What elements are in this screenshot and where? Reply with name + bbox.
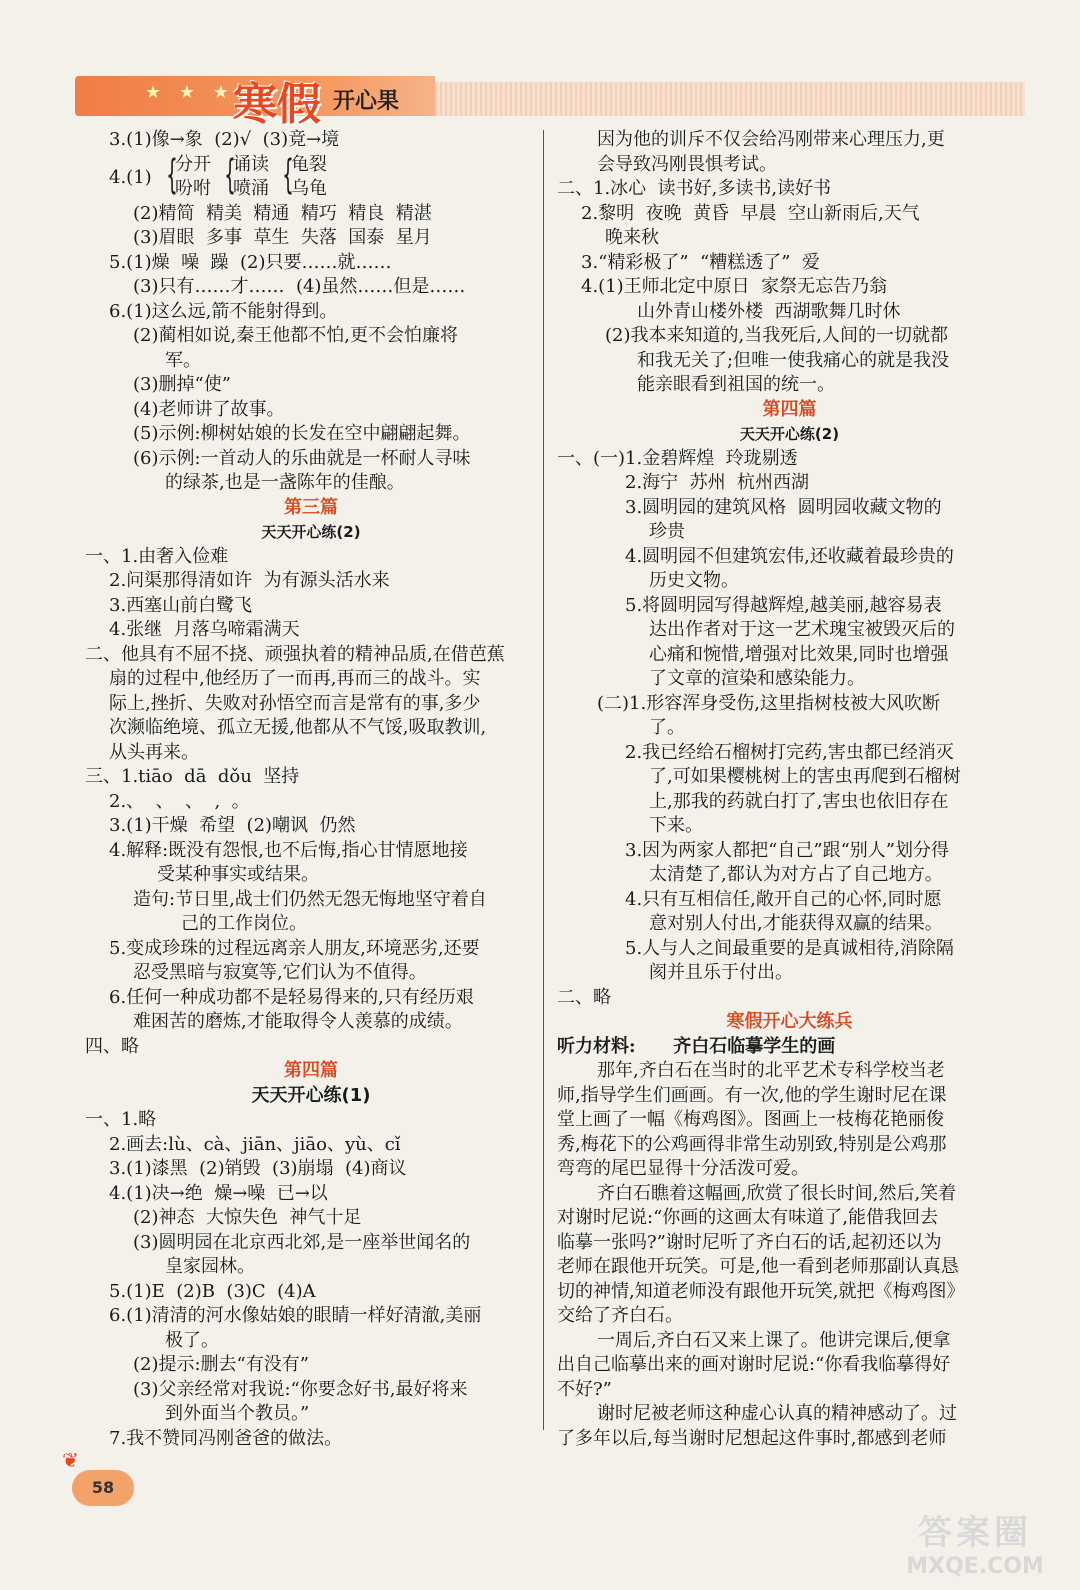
answer-line: 意对别人付出,才能获得双赢的结果。 — [649, 913, 943, 934]
answer-line: 达出作者对于这一艺术瑰宝被毁灭后的 — [649, 619, 955, 640]
answer-line: (2)精简 精美 精通 精巧 精良 精湛 — [133, 202, 432, 224]
answer-line: 际上,挫折、失败对孙悟空而言是常有的事,多少 — [109, 692, 481, 714]
brace-group — [221, 153, 269, 202]
answer-line: 一、1.由奢入俭难 — [85, 545, 229, 567]
answer-line: 堂上画了一幅《梅鸡图》。图画上一枝梅花艳丽俊 — [557, 1109, 944, 1130]
answer-line: 历史文物。 — [649, 570, 739, 591]
answer-line: 山外青山楼外楼 西湖歌舞几时休 — [637, 300, 901, 322]
brace-word: 乌龟 — [291, 178, 327, 199]
answer-line: 会导致冯刚畏惧考试。 — [597, 153, 777, 175]
answer-line: 3.(1)像→象 (2)√ (3)竟→境 — [109, 129, 340, 150]
answer-line: (2)神态 大惊失色 神气十足 — [133, 1207, 362, 1228]
answer-line: 不好?” — [557, 1378, 612, 1400]
answer-line: 一、1.略 — [85, 1109, 157, 1130]
answer-line: 师,指导学生们画画。有一次,他的学生谢时尼在课 — [557, 1084, 947, 1106]
answer-line: 3.“精彩极了” “糟糕透了” 爱 — [581, 251, 820, 273]
section-heading: 第四篇 — [284, 1060, 338, 1081]
brace-word: 诵读 — [233, 153, 269, 175]
brace-symbol: { — [166, 151, 178, 198]
answer-line: 到外面当个教员。” — [165, 1403, 310, 1424]
answer-line: 下来。 — [649, 815, 703, 836]
answer-line: 从头再来。 — [109, 741, 199, 763]
brace-group — [279, 153, 327, 202]
answer-line: 一周后,齐白石又来上课了。他讲完课后,便拿 — [597, 1329, 951, 1351]
answer-line: 2.问渠那得清如许 为有源头活水来 — [109, 570, 390, 591]
answer-line: 6.(1)清清的河水像姑娘的眼睛一样好清澈,美丽 — [109, 1305, 482, 1326]
answer-line: 6.任何一种成功都不是轻易得来的,只有经历艰 — [109, 986, 474, 1008]
answer-line: 5.变成珍珠的过程远离亲人朋友,环境恶劣,还要 — [109, 937, 480, 959]
watermark-logo: 答案圈 — [918, 1513, 1032, 1553]
answer-line: 皇家园林。 — [165, 1256, 255, 1277]
answer-line: 受某种事实或结果。 — [157, 864, 319, 885]
watermark — [880, 1505, 1070, 1585]
brace-word: 龟裂 — [291, 153, 327, 175]
answer-line: 己的工作岗位。 — [181, 913, 307, 934]
answer-line: 因为他的训斥不仅会给冯刚带来心理压力,更 — [597, 129, 945, 150]
answer-line: 一、(一)1.金碧辉煌 玲珑剔透 — [557, 447, 798, 469]
answer-line: (2)提示:删去“有没有” — [133, 1354, 309, 1375]
answer-line: 听力材料: 齐白石临摹学生的画 — [557, 1035, 836, 1057]
answer-line: (3)圆明园在北京西北郊,是一座举世闻名的 — [133, 1231, 471, 1253]
answer-line: 二、略 — [557, 986, 611, 1008]
answer-line: (3)只有……才…… (4)虽然……但是…… — [133, 276, 466, 297]
answer-line: 2.画去:lù、cà、jiān、jiāo、yù、cǐ — [109, 1133, 401, 1155]
answer-line: 太清楚了,都认为对方占了自己地方。 — [649, 864, 943, 885]
answer-line: 切的神情,知道老师没有跟他开玩笑,就把《梅鸡图》 — [557, 1280, 965, 1302]
answer-line: (二)1.形容浑身受伤,这里指树枝被大风吹断 — [597, 692, 940, 714]
answer-line: 了文章的渲染和感染能力。 — [649, 668, 865, 689]
answer-line: 忍受黑暗与寂寞等,它们认为不值得。 — [133, 962, 427, 983]
answer-line: 军。 — [165, 349, 201, 371]
column-divider — [543, 130, 544, 1430]
answer-line: (5)示例:柳树姑娘的长发在空中翩翩起舞。 — [133, 423, 471, 444]
star-icon: ★ ★ ★ — [145, 82, 235, 103]
answer-line: (3)删掉“使” — [133, 374, 231, 395]
answer-line: 极了。 — [165, 1329, 219, 1351]
answer-label: 4.(1) — [109, 166, 152, 188]
answer-line: 4.张继 月落乌啼霜满天 — [109, 619, 300, 640]
sprout-icon: ❦ — [62, 1448, 79, 1472]
left-column — [85, 128, 537, 1451]
header-banner — [75, 76, 1025, 130]
answer-line: (2)我本来知道的,当我死后,人间的一切就都 — [605, 325, 948, 346]
answer-line: 4.(1)决→绝 燥→噪 已→以 — [109, 1182, 328, 1204]
answer-line: 2.黎明 夜晚 黄昏 早晨 空山新雨后,天气 — [581, 202, 920, 224]
brace-word: 吩咐 — [175, 178, 211, 199]
answer-line: 了多年以后,每当谢时尼想起这件事时,都感到老师 — [557, 1427, 947, 1449]
answer-line: 3.圆明园的建筑风格 圆明园收藏文物的 — [625, 496, 942, 518]
answer-line: 2.海宁 苏州 杭州西湖 — [625, 472, 810, 493]
answer-line: 5.(1)燥 噪 躁 (2)只要……就…… — [109, 251, 392, 273]
subsection-heading: 天天开心练(2) — [261, 523, 361, 541]
answer-line: 了,可如果樱桃树上的害虫再爬到石榴树 — [649, 766, 961, 787]
watermark-url: MXQE.COM — [906, 1554, 1044, 1579]
answer-line: 二、1.冰心 读书好,多读书,读好书 — [557, 178, 832, 199]
answer-line: 对谢时尼说:“你画的这画太有味道了,能借我回去 — [557, 1207, 938, 1228]
answer-line: 临摹一张吗?”谢时尼听了齐白石的话,起初还以为 — [557, 1231, 942, 1253]
answer-line: (6)示例:一首动人的乐曲就是一杯耐人寻味 — [133, 447, 471, 469]
answer-line: 3.(1)干燥 希望 (2)嘲讽 仍然 — [109, 815, 356, 836]
answer-line: 的绿茶,也是一盏陈年的佳酿。 — [165, 472, 405, 493]
answer-line: 三、1.tiāo dā dǒu 坚持 — [85, 766, 300, 787]
right-column — [557, 128, 1022, 1451]
answer-line: 谢时尼被老师这种虚心认真的精神感动了。过 — [597, 1403, 957, 1424]
answer-line: 四、略 — [85, 1035, 139, 1057]
answer-line: 6.(1)这么远,箭不能射得到。 — [109, 300, 338, 322]
answer-line: 3.(1)漆黑 (2)销毁 (3)崩塌 (4)商议 — [109, 1158, 407, 1179]
answer-line: 5.(1)E (2)B (3)C (4)A — [109, 1280, 316, 1302]
answer-line: 难困苦的磨炼,才能取得令人羡慕的成绩。 — [133, 1011, 463, 1032]
answer-line: (3)父亲经常对我说:“你要念好书,最好将来 — [133, 1378, 468, 1400]
answer-line: 老师在跟他开玩笑。可是,他一看到老师那副认真恳 — [557, 1256, 959, 1277]
answer-line: 二、他具有不屈不挠、顽强执着的精神品质,在借芭蕉 — [85, 643, 505, 665]
answer-line: 3.西塞山前白鹭飞 — [109, 594, 253, 616]
answer-line: (2)蔺相如说,秦王他都不怕,更不会怕廉将 — [133, 325, 458, 346]
brace-answer — [85, 153, 537, 202]
answer-line: 弯弯的尾巴显得十分活泼可爱。 — [557, 1158, 809, 1179]
answer-line: 2.、 、 、 , 。 — [109, 790, 250, 812]
page-number: 58 — [72, 1470, 134, 1506]
answer-line: 4.(1)王师北定中原日 家祭无忘告乃翁 — [581, 276, 888, 297]
answer-line: 心痛和惋惜,增强对比效果,同时也增强 — [649, 643, 949, 665]
answer-line: (3)眉眼 多事 草生 失落 国泰 星月 — [133, 227, 432, 248]
answer-line: 5.将圆明园写得越辉煌,越美丽,越容易表 — [625, 594, 942, 616]
answer-line: 4.解释:既没有怨恨,也不后悔,指心甘情愿地接 — [109, 839, 468, 861]
answer-line: 出自己临摹出来的画对谢时尼说:“你看我临摹得好 — [557, 1354, 951, 1375]
section-heading: 第三篇 — [284, 496, 338, 518]
subsection-heading: 天天开心练(1) — [251, 1084, 371, 1106]
answer-line: (4)老师讲了故事。 — [133, 398, 285, 420]
answer-line: 秀,梅花下的公鸡画得非常生动别致,特别是公鸡那 — [557, 1133, 947, 1155]
subsection-heading: 天天开心练(2) — [739, 425, 840, 443]
answer-line: 能亲眼看到祖国的统一。 — [637, 374, 835, 395]
answer-line: 7.我不赞同冯刚爸爸的做法。 — [109, 1427, 343, 1449]
section-heading: 第四篇 — [762, 398, 817, 420]
answer-line: 了。 — [649, 717, 685, 738]
banner-stripe — [435, 82, 1025, 116]
brace-word: 喷涌 — [233, 178, 269, 199]
answer-line: 3.因为两家人都把“自己”跟“别人”划分得 — [625, 839, 949, 861]
answer-line: 造句:节日里,战士们仍然无怨无悔地坚守着自 — [133, 888, 487, 910]
answer-line: 晚来秋 — [605, 227, 659, 248]
answer-line: 交给了齐白石。 — [557, 1305, 683, 1326]
answer-line: 2.我已经给石榴树打完药,害虫都已经消灭 — [625, 741, 954, 763]
answer-line: 齐白石瞧着这幅画,欣赏了很长时间,然后,笑着 — [597, 1182, 957, 1204]
answer-line: 次濒临绝境、孤立无援,他都从不气馁,吸取教训, — [109, 717, 487, 738]
banner-title: 寒假 — [233, 79, 321, 130]
section-heading: 寒假开心大练兵 — [726, 1011, 853, 1032]
answer-line: 珍贵 — [649, 521, 685, 542]
answer-line: 扇的过程中,他经历了一而再,再而三的战斗。实 — [109, 668, 481, 689]
answer-line: 4.只有互相信任,敞开自己的心怀,同时愿 — [625, 888, 942, 910]
brace-symbol: { — [224, 151, 236, 198]
brace-word: 分开 — [175, 153, 211, 175]
brace-group — [163, 153, 211, 202]
answer-line: 阂并且乐于付出。 — [649, 962, 793, 983]
answer-line: 那年,齐白石在当时的北平艺术专科学校当老 — [597, 1060, 945, 1081]
answer-line: 4.圆明园不但建筑宏伟,还收藏着最珍贵的 — [625, 545, 954, 567]
answer-line: 上,那我的药就白打了,害虫也依旧存在 — [649, 790, 949, 812]
answer-line: 和我无关了;但唯一使我痛心的就是我没 — [637, 349, 950, 371]
brace-symbol: { — [282, 151, 294, 198]
answer-line: 5.人与人之间最重要的是真诚相待,消除隔 — [625, 937, 954, 959]
banner-subtitle: 开心果 — [333, 89, 400, 114]
